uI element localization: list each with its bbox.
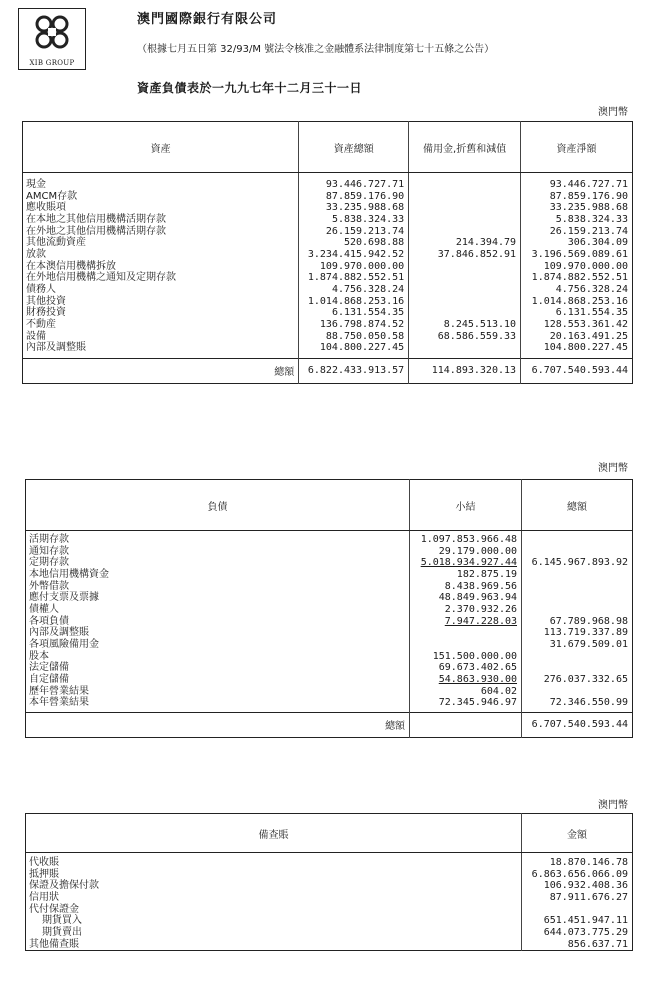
asset-label: AMCM存款 xyxy=(26,190,78,202)
table-row xyxy=(23,226,633,238)
memo-label: 代收賬 xyxy=(29,857,59,868)
memo-value: 87.911.676.27 xyxy=(522,892,633,904)
asset-gross: 5.838.324.33 xyxy=(299,214,409,226)
assets-header-item: 資產 xyxy=(23,122,299,173)
liabilities-currency: 澳門幣 xyxy=(598,463,628,474)
asset-provision: 8.245.513.10 xyxy=(409,319,521,331)
liabilities-table xyxy=(25,479,633,738)
table-row xyxy=(23,191,633,203)
table-row xyxy=(23,319,633,331)
asset-gross: 104.800.227.45 xyxy=(299,342,409,354)
liability-label: 定期存款 xyxy=(29,557,69,569)
asset-net: 4.756.328.24 xyxy=(521,284,633,296)
asset-net: 1.014.868.253.16 xyxy=(521,296,633,308)
liability-sub: 2.370.932.26 xyxy=(410,604,522,616)
bank-name: 澳門國際銀行有限公司 xyxy=(137,12,278,27)
table-row xyxy=(26,639,633,651)
liability-label: 歷年營業結果 xyxy=(29,685,89,697)
liability-total: 276.037.332.65 xyxy=(522,674,633,686)
table-row xyxy=(23,307,633,319)
liability-label: 本年營業結果 xyxy=(29,697,89,709)
asset-provision: 68.586.559.33 xyxy=(409,331,521,343)
asset-gross: 4.756.328.24 xyxy=(299,284,409,296)
table-row xyxy=(26,892,633,904)
table-row xyxy=(26,904,633,916)
asset-label: 在本地之其他信用機構活期存款 xyxy=(26,213,166,225)
asset-net: 1.874.882.552.51 xyxy=(521,272,633,284)
asset-label: 財務投資 xyxy=(26,307,66,319)
table-row xyxy=(23,284,633,296)
liability-total xyxy=(522,581,633,593)
asset-label: 設備 xyxy=(26,330,46,342)
assets-total-net: 6.707.540.593.44 xyxy=(521,358,633,383)
memo-table xyxy=(25,813,633,951)
liability-label: 債權人 xyxy=(29,603,59,615)
asset-net: 306.304.09 xyxy=(521,237,633,249)
table-row xyxy=(26,674,633,686)
asset-label: 內部及調整賬 xyxy=(26,342,86,354)
table-row xyxy=(23,202,633,214)
table-row xyxy=(23,179,633,191)
liability-sub: 7.947.228.03 xyxy=(410,616,522,628)
asset-label: 現金 xyxy=(26,179,46,190)
assets-header-gross: 資產總額 xyxy=(299,122,409,173)
asset-provision: 37.846.852.91 xyxy=(409,249,521,261)
table-row xyxy=(26,604,633,616)
memo-label: 期貨買入 xyxy=(42,915,82,927)
asset-provision xyxy=(409,307,521,319)
asset-provision xyxy=(409,284,521,296)
asset-net: 109.970.000.00 xyxy=(521,261,633,273)
liability-total xyxy=(522,662,633,674)
table-row xyxy=(26,616,633,628)
table-row xyxy=(26,915,633,927)
asset-provision xyxy=(409,342,521,354)
table-row xyxy=(23,214,633,226)
asset-net: 20.163.491.25 xyxy=(521,331,633,343)
table-row xyxy=(26,592,633,604)
memo-value: 651.451.947.11 xyxy=(522,915,633,927)
liability-sub xyxy=(410,639,522,651)
liability-total xyxy=(522,534,633,546)
liability-sub: 1.097.853.966.48 xyxy=(410,534,522,546)
assets-total-gross: 6.822.433.913.57 xyxy=(299,358,409,383)
memo-value xyxy=(522,904,633,916)
logo-emblem-icon xyxy=(33,13,71,51)
asset-net: 33.235.988.68 xyxy=(521,202,633,214)
asset-provision: 214.394.79 xyxy=(409,237,521,249)
asset-gross: 26.159.213.74 xyxy=(299,226,409,238)
liability-sub xyxy=(410,627,522,639)
asset-provision xyxy=(409,272,521,284)
liability-total xyxy=(522,686,633,698)
table-row xyxy=(26,857,633,869)
table-row xyxy=(23,272,633,284)
logo-text: XIB GROUP xyxy=(29,59,75,67)
asset-provision xyxy=(409,214,521,226)
table-row xyxy=(26,662,633,674)
asset-net: 104.800.227.45 xyxy=(521,342,633,354)
liability-sub: 29.179.000.00 xyxy=(410,546,522,558)
table-row xyxy=(26,534,633,546)
liability-total: 72.346.550.99 xyxy=(522,697,633,709)
liabilities-header-total: 總額 xyxy=(522,480,633,531)
liability-total: 31.679.509.01 xyxy=(522,639,633,651)
asset-label: 在外地信用機構之通知及定期存款 xyxy=(26,272,176,284)
asset-provision xyxy=(409,179,521,191)
memo-value: 856.637.71 xyxy=(522,939,633,951)
memo-label: 信用狀 xyxy=(29,891,59,903)
asset-provision xyxy=(409,261,521,273)
asset-net: 26.159.213.74 xyxy=(521,226,633,238)
liability-label: 各項風險備用金 xyxy=(29,638,99,650)
liabilities-header-sub: 小結 xyxy=(410,480,522,531)
asset-gross: 33.235.988.68 xyxy=(299,202,409,214)
liability-label: 通知存款 xyxy=(29,545,69,557)
table-row xyxy=(26,686,633,698)
liability-sub: 182.875.19 xyxy=(410,569,522,581)
memo-value: 6.863.656.066.09 xyxy=(522,869,633,881)
table-row xyxy=(23,237,633,249)
asset-provision xyxy=(409,296,521,308)
liability-label: 本地信用機構資金 xyxy=(29,568,109,580)
asset-gross: 136.798.874.52 xyxy=(299,319,409,331)
liability-label: 各項負債 xyxy=(29,615,69,627)
liability-total xyxy=(522,604,633,616)
asset-label: 其他投資 xyxy=(26,295,66,307)
liability-total xyxy=(522,546,633,558)
liability-label: 法定儲備 xyxy=(29,662,69,674)
bank-logo xyxy=(18,8,86,70)
asset-label: 在外地之其他信用機構活期存款 xyxy=(26,225,166,237)
asset-net: 6.131.554.35 xyxy=(521,307,633,319)
liability-total xyxy=(522,592,633,604)
memo-value: 18.870.146.78 xyxy=(522,857,633,869)
memo-label: 期貨賣出 xyxy=(42,926,82,938)
asset-label: 應收賬項 xyxy=(26,202,66,214)
asset-net: 93.446.727.71 xyxy=(521,179,633,191)
table-row xyxy=(23,261,633,273)
asset-net: 128.553.361.42 xyxy=(521,319,633,331)
asset-gross: 1.014.868.253.16 xyxy=(299,296,409,308)
asset-provision xyxy=(409,191,521,203)
liability-label: 活期存款 xyxy=(29,534,69,545)
liability-label: 應付支票及票據 xyxy=(29,592,99,604)
asset-label: 不動産 xyxy=(26,318,56,330)
memo-label: 保證及擔保付款 xyxy=(29,880,99,892)
asset-gross: 3.234.415.942.52 xyxy=(299,249,409,261)
memo-label: 其他備查賬 xyxy=(29,938,79,950)
liability-sub: 48.849.963.94 xyxy=(410,592,522,604)
liability-label: 外幣借款 xyxy=(29,580,69,592)
asset-gross: 87.859.176.90 xyxy=(299,191,409,203)
table-row xyxy=(26,939,633,951)
liability-total xyxy=(522,651,633,663)
assets-total-label: 總額 xyxy=(23,358,299,383)
legal-notice: （根據七月五日第 32/93/M 號法令核准之金融體系法律制度第七十五條之公告） xyxy=(137,44,495,55)
asset-net: 3.196.569.089.61 xyxy=(521,249,633,261)
liability-total: 113.719.337.89 xyxy=(522,627,633,639)
liability-sub: 5.018.934.927.44 xyxy=(410,557,522,569)
asset-label: 其他流動資産 xyxy=(26,237,86,249)
table-row xyxy=(26,880,633,892)
liability-total xyxy=(522,569,633,581)
asset-label: 在本澳信用機構拆放 xyxy=(26,260,116,272)
assets-header-provision: 備用金,折舊和減值 xyxy=(409,122,521,173)
asset-net: 5.838.324.33 xyxy=(521,214,633,226)
asset-gross: 1.874.882.552.51 xyxy=(299,272,409,284)
liability-total: 67.789.968.98 xyxy=(522,616,633,628)
memo-value: 644.073.775.29 xyxy=(522,927,633,939)
table-row xyxy=(26,557,633,569)
memo-label: 代付保證金 xyxy=(29,903,79,915)
asset-gross: 109.970.000.00 xyxy=(299,261,409,273)
liability-sub: 604.02 xyxy=(410,686,522,698)
liability-sub: 72.345.946.97 xyxy=(410,697,522,709)
memo-header-item: 備查賬 xyxy=(26,814,522,853)
liability-total: 6.145.967.893.92 xyxy=(522,557,633,569)
assets-table xyxy=(22,121,633,384)
liability-sub: 54.863.930.00 xyxy=(410,674,522,686)
asset-label: 債務人 xyxy=(26,283,56,295)
asset-gross: 520.698.88 xyxy=(299,237,409,249)
table-row xyxy=(26,651,633,663)
assets-total-provision: 114.893.320.13 xyxy=(409,358,521,383)
table-row xyxy=(23,331,633,343)
liability-label: 內部及調整賬 xyxy=(29,627,89,639)
table-row xyxy=(26,569,633,581)
table-row xyxy=(26,697,633,709)
table-row xyxy=(26,546,633,558)
liability-sub: 8.438.969.56 xyxy=(410,581,522,593)
memo-value: 106.932.408.36 xyxy=(522,880,633,892)
liabilities-total-value: 6.707.540.593.44 xyxy=(522,712,633,737)
table-row xyxy=(26,869,633,881)
liabilities-header-item: 負債 xyxy=(26,480,410,531)
asset-net: 87.859.176.90 xyxy=(521,191,633,203)
table-row xyxy=(26,627,633,639)
asset-provision xyxy=(409,202,521,214)
liability-sub: 69.673.402.65 xyxy=(410,662,522,674)
table-row xyxy=(23,296,633,308)
asset-gross: 88.750.050.58 xyxy=(299,331,409,343)
assets-currency: 澳門幣 xyxy=(598,107,628,118)
liability-sub: 151.500.000.00 xyxy=(410,651,522,663)
table-row xyxy=(23,342,633,354)
asset-gross: 93.446.727.71 xyxy=(299,179,409,191)
asset-label: 放款 xyxy=(26,248,46,260)
memo-currency: 澳門幣 xyxy=(598,800,628,811)
asset-gross: 6.131.554.35 xyxy=(299,307,409,319)
memo-header-amount: 金額 xyxy=(522,814,633,853)
liability-label: 自定儲備 xyxy=(29,673,69,685)
table-row xyxy=(26,581,633,593)
assets-header-net: 資產淨額 xyxy=(521,122,633,173)
document-title: 資產負債表於一九九七年十二月三十一日 xyxy=(137,81,363,95)
memo-label: 抵押賬 xyxy=(29,868,59,880)
liability-label: 股本 xyxy=(29,650,49,662)
liabilities-total-label: 總額 xyxy=(26,712,410,737)
table-row xyxy=(23,249,633,261)
asset-provision xyxy=(409,226,521,238)
table-row xyxy=(26,927,633,939)
